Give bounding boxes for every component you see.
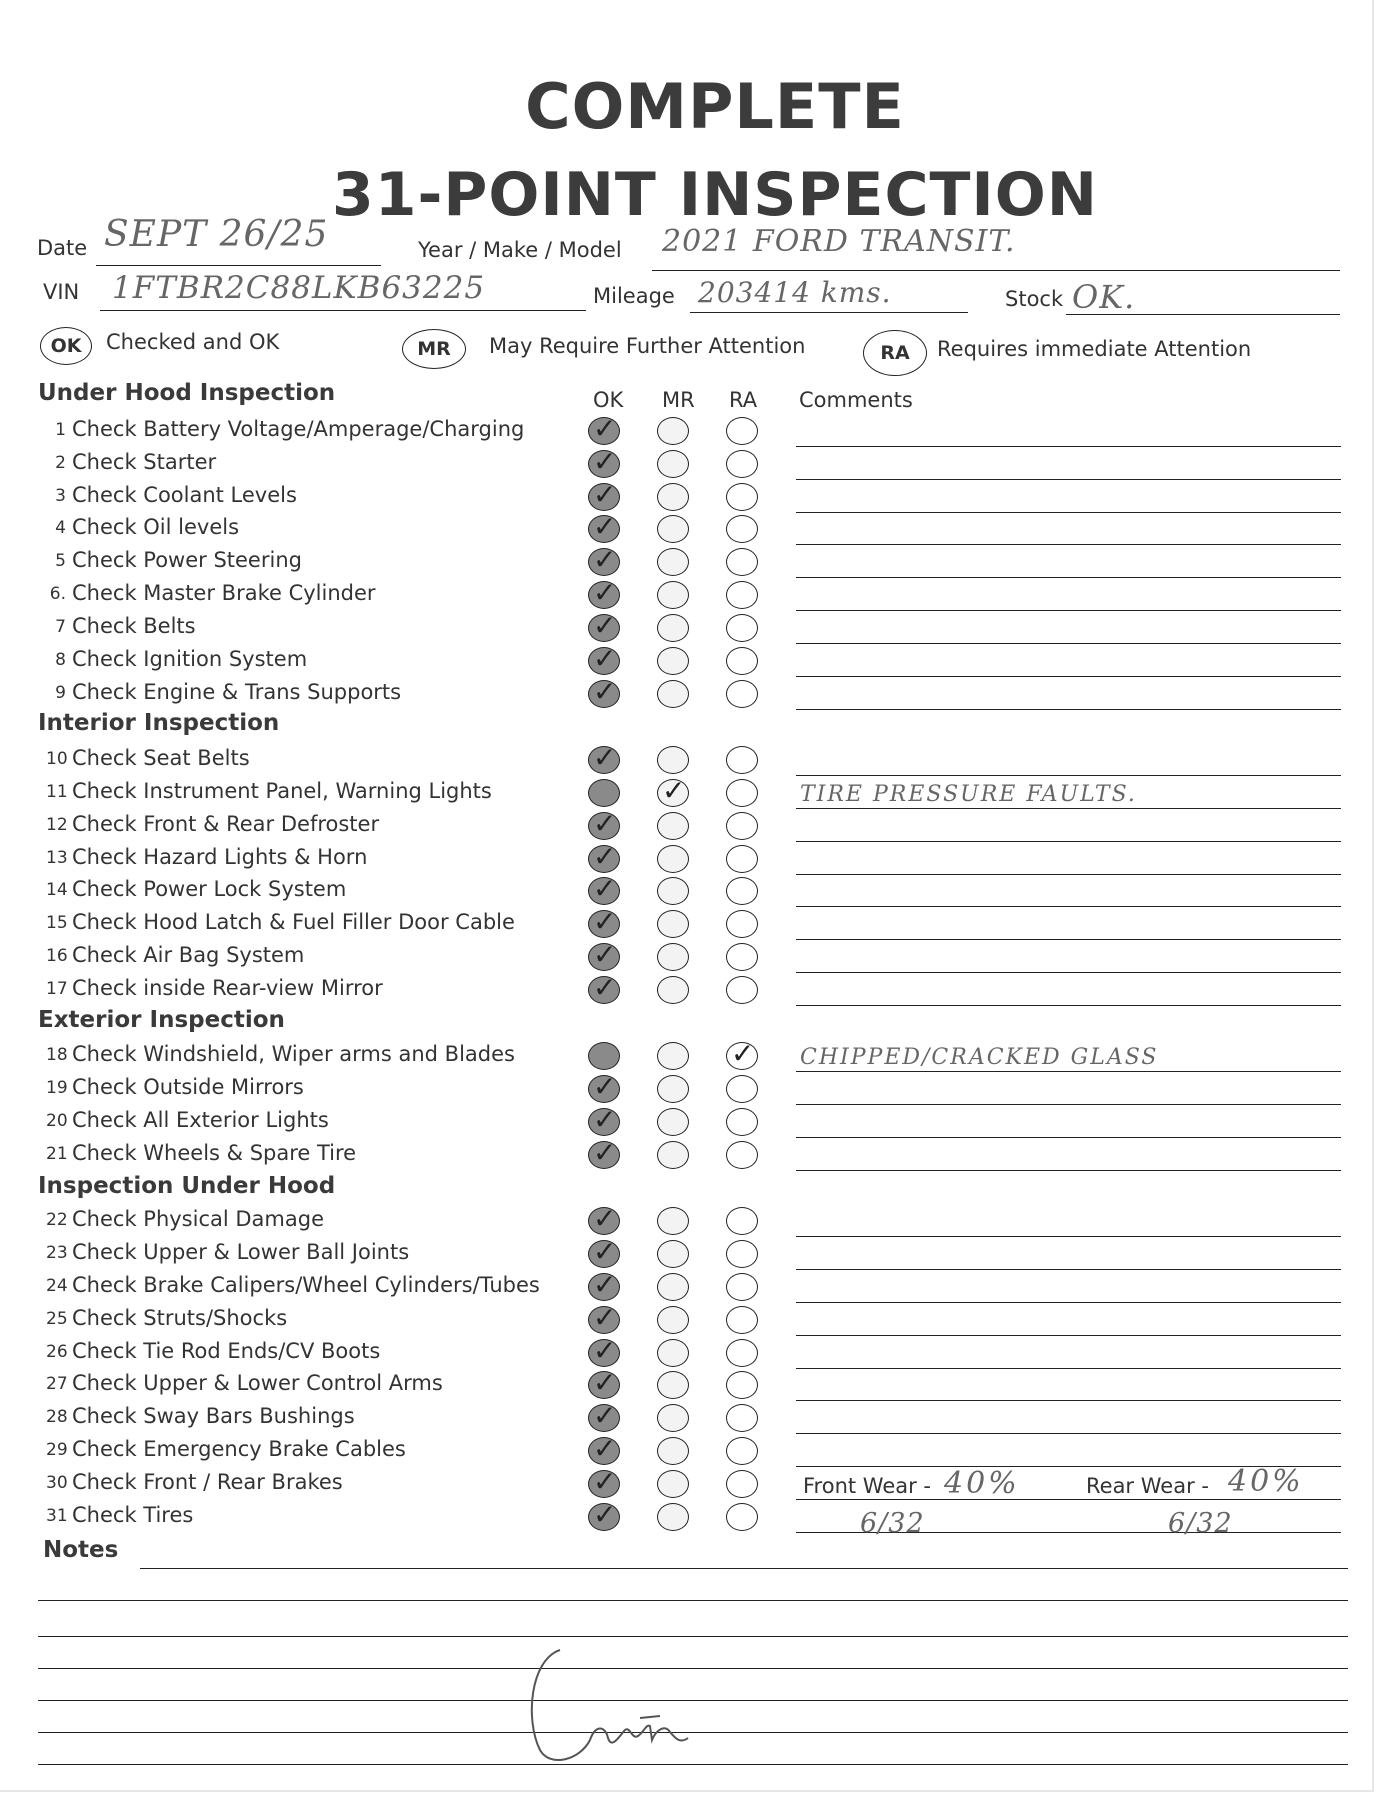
inspection-row	[0, 907, 1372, 940]
item-label: Check Brake Calipers/Wheel Cylinders/Tubes	[72, 1273, 540, 1297]
ok-checkbox[interactable]	[588, 1136, 620, 1169]
item-label: Check Ignition System	[72, 647, 308, 671]
ok-checkbox[interactable]	[588, 1103, 620, 1136]
stock-label: Stock	[1005, 287, 1064, 311]
ra-checkbox[interactable]	[726, 1273, 758, 1301]
checkmark-icon: ✓	[662, 774, 686, 807]
ok-checkbox[interactable]	[588, 478, 620, 511]
mr-checkbox[interactable]	[657, 774, 689, 807]
mileage-label: Mileage	[593, 284, 675, 308]
column-header-mr: MR	[662, 388, 695, 412]
checkmark-icon: ✓	[593, 1432, 617, 1465]
mr-checkbox[interactable]	[657, 877, 689, 905]
inspection-row	[0, 809, 1372, 842]
year-make-model-value[interactable]: 2021 FORD TRANSIT.	[662, 224, 1016, 259]
item-label: Check Upper & Lower Ball Joints	[72, 1240, 410, 1264]
inspection-row	[0, 677, 1372, 710]
mr-checkbox[interactable]	[657, 1042, 689, 1070]
item-number: 7	[55, 617, 66, 637]
inspection-row	[0, 1368, 1372, 1401]
checkmark-icon: ✓	[593, 1136, 617, 1169]
item-label: Check Battery Voltage/Amperage/Charging	[72, 417, 525, 441]
inspection-row	[0, 1500, 1372, 1533]
item-number: 26	[46, 1342, 68, 1362]
item-label: Check Power Steering	[72, 548, 302, 572]
item-number: 2	[55, 453, 66, 473]
mr-checkbox[interactable]	[657, 1306, 689, 1334]
item-label: Check Hood Latch & Fuel Filler Door Cable	[72, 910, 515, 934]
inspection-row	[0, 414, 1372, 447]
item-number: 19	[46, 1078, 68, 1098]
ra-checkbox[interactable]	[726, 746, 758, 774]
inspection-row	[0, 447, 1372, 480]
item-number: 11	[46, 782, 68, 802]
date-value[interactable]: SEPT 26/25	[104, 214, 329, 255]
inspection-row	[0, 1039, 1372, 1072]
rear-tire-depth[interactable]: 6/32	[1168, 1508, 1233, 1539]
ra-checkbox[interactable]	[726, 1470, 758, 1498]
ra-checkbox[interactable]	[726, 581, 758, 609]
ra-checkbox[interactable]	[726, 417, 758, 445]
checkmark-icon: ✓	[593, 543, 617, 576]
ra-checkbox[interactable]	[726, 680, 758, 708]
mr-checkbox[interactable]	[657, 1371, 689, 1399]
item-number: 1	[55, 420, 66, 440]
mr-checkbox[interactable]	[657, 1207, 689, 1235]
ra-checkbox[interactable]	[726, 877, 758, 905]
ok-checkbox[interactable]	[588, 543, 620, 576]
legend-ok-text: Checked and OK	[106, 330, 280, 354]
item-number: 30	[46, 1473, 68, 1493]
inspection-row	[0, 1401, 1372, 1434]
item-label: Check Coolant Levels	[72, 483, 297, 507]
checkmark-icon: ✓	[593, 807, 617, 840]
mr-checkbox[interactable]	[657, 1108, 689, 1136]
mr-checkbox[interactable]	[657, 417, 689, 445]
ra-checkbox[interactable]	[726, 548, 758, 576]
mr-checkbox[interactable]	[657, 1437, 689, 1465]
item-label: Check Tie Rod Ends/CV Boots	[72, 1339, 381, 1363]
ra-checkbox[interactable]	[726, 1207, 758, 1235]
item-number: 4	[55, 518, 66, 538]
checkmark-icon: ✓	[593, 412, 617, 445]
item-label: Check Belts	[72, 614, 196, 638]
ok-checkbox[interactable]	[588, 675, 620, 708]
ok-checkbox[interactable]	[588, 1042, 620, 1070]
mr-checkbox[interactable]	[657, 910, 689, 938]
front-wear-value[interactable]: 40%	[944, 1466, 1020, 1501]
legend-mr-text: May Require Further Attention	[489, 334, 806, 358]
ok-checkbox[interactable]	[588, 807, 620, 840]
checkmark-icon: ✓	[593, 1399, 617, 1432]
mr-checkbox[interactable]	[657, 614, 689, 642]
ok-checkbox[interactable]	[588, 1235, 620, 1268]
ra-checkbox[interactable]	[726, 1437, 758, 1465]
item-number: 29	[46, 1440, 68, 1460]
form-title-line2: 31-POINT INSPECTION	[332, 160, 1098, 230]
mr-checkbox[interactable]	[657, 845, 689, 873]
checkmark-icon: ✓	[731, 1037, 755, 1070]
mileage-value[interactable]: 203414 kms.	[698, 276, 892, 309]
ok-checkbox[interactable]	[588, 1432, 620, 1465]
stock-value[interactable]: OK.	[1072, 278, 1136, 316]
checkmark-icon: ✓	[593, 478, 617, 511]
mr-checkbox[interactable]	[657, 1075, 689, 1103]
ok-checkbox[interactable]	[588, 779, 620, 807]
ra-checkbox[interactable]	[726, 1404, 758, 1432]
ymm-underline	[652, 270, 1340, 271]
mr-checkbox[interactable]	[657, 483, 689, 511]
item-label: Check Seat Belts	[72, 746, 250, 770]
item-number: 12	[46, 815, 68, 835]
ok-checkbox[interactable]	[588, 840, 620, 873]
notes-line[interactable]	[38, 1636, 1348, 1637]
mr-checkbox[interactable]	[657, 515, 689, 543]
date-label: Date	[37, 236, 88, 260]
ra-checkbox[interactable]	[726, 450, 758, 478]
ok-checkbox[interactable]	[588, 872, 620, 905]
year-make-model-label: Year / Make / Model	[418, 238, 622, 262]
ok-checkbox[interactable]	[588, 1301, 620, 1334]
mr-checkbox[interactable]	[657, 812, 689, 840]
front-tire-depth[interactable]: 6/32	[860, 1508, 925, 1539]
inspection-row	[0, 1237, 1372, 1270]
comment-line[interactable]	[796, 709, 1341, 710]
mr-checkbox[interactable]	[657, 746, 689, 774]
ok-checkbox[interactable]	[588, 1498, 620, 1531]
front-wear-label: Front Wear -	[803, 1474, 931, 1498]
ra-checkbox[interactable]	[726, 845, 758, 873]
item-label: Check Oil levels	[72, 515, 240, 539]
section-under-hood: Under Hood Inspection	[38, 380, 336, 406]
inspection-row	[0, 611, 1372, 644]
item-number: 31	[46, 1506, 68, 1526]
ra-checkbox[interactable]	[726, 943, 758, 971]
item-number: 27	[46, 1374, 68, 1394]
checkmark-icon: ✓	[593, 872, 617, 905]
ra-checkbox[interactable]	[726, 1371, 758, 1399]
section-inspection-under-hood: Inspection Under Hood	[38, 1173, 336, 1199]
mr-checkbox[interactable]	[657, 976, 689, 1004]
item-number: 13	[46, 848, 68, 868]
item-label: Check Air Bag System	[72, 943, 305, 967]
ra-checkbox[interactable]	[726, 1037, 758, 1070]
checkmark-icon: ✓	[593, 1070, 617, 1103]
checkmark-icon: ✓	[593, 510, 617, 543]
ra-checkbox[interactable]	[726, 779, 758, 807]
mr-checkbox[interactable]	[657, 1240, 689, 1268]
item-label: Check Outside Mirrors	[72, 1075, 304, 1099]
item-number: 9	[55, 683, 66, 703]
mr-checkbox[interactable]	[657, 1339, 689, 1367]
item-label: Check Front / Rear Brakes	[72, 1470, 343, 1494]
inspection-row	[0, 545, 1372, 578]
inspection-row	[0, 1303, 1372, 1336]
mr-checkbox[interactable]	[657, 680, 689, 708]
checkmark-icon: ✓	[593, 971, 617, 1004]
checkmark-icon: ✓	[593, 1202, 617, 1235]
inspection-row	[0, 578, 1372, 611]
item-label: Check Windshield, Wiper arms and Blades	[72, 1042, 515, 1066]
checkmark-icon: ✓	[593, 609, 617, 642]
item-label: Check Wheels & Spare Tire	[72, 1141, 357, 1165]
legend-ra-text: Requires immediate Attention	[937, 337, 1252, 361]
inspection-row	[0, 1270, 1372, 1303]
ra-checkbox[interactable]	[726, 1141, 758, 1169]
section-interior: Interior Inspection	[38, 710, 280, 736]
inspection-row	[0, 1434, 1372, 1467]
mr-checkbox[interactable]	[657, 548, 689, 576]
inspection-row	[0, 776, 1372, 809]
checkmark-icon: ✓	[593, 1366, 617, 1399]
ok-checkbox[interactable]	[588, 445, 620, 478]
checkmark-icon: ✓	[593, 1235, 617, 1268]
item-number: 22	[46, 1210, 68, 1230]
item-label: Check Engine & Trans Supports	[72, 680, 402, 704]
inspection-row	[0, 1336, 1372, 1369]
checkmark-icon: ✓	[593, 1498, 617, 1531]
mr-checkbox[interactable]	[657, 1470, 689, 1498]
ra-checkbox[interactable]	[726, 1075, 758, 1103]
checkmark-icon: ✓	[593, 1103, 617, 1136]
form-title-line1: COMPLETE	[525, 70, 905, 143]
item-label: Check Sway Bars Bushings	[72, 1404, 355, 1428]
item-number: 14	[46, 880, 68, 900]
item-number: 5	[55, 551, 66, 571]
item-label: Check Instrument Panel, Warning Lights	[72, 779, 492, 803]
legend-ra-badge: RA	[863, 330, 927, 376]
vin-underline	[100, 310, 586, 311]
item-label: Check Hazard Lights & Horn	[72, 845, 368, 869]
section-exterior: Exterior Inspection	[38, 1007, 285, 1033]
item-label: Check Struts/Shocks	[72, 1306, 288, 1330]
checkmark-icon: ✓	[593, 840, 617, 873]
item-number: 10	[46, 749, 68, 769]
ra-checkbox[interactable]	[726, 1240, 758, 1268]
checkmark-icon: ✓	[593, 938, 617, 971]
rear-wear-label: Rear Wear -	[1086, 1474, 1209, 1498]
inspection-row	[0, 1072, 1372, 1105]
legend-mr-badge: MR	[402, 329, 466, 369]
item-number: 18	[46, 1045, 68, 1065]
mr-checkbox[interactable]	[657, 450, 689, 478]
item-number: 28	[46, 1407, 68, 1427]
comment-line[interactable]	[796, 1005, 1341, 1006]
item-number: 24	[46, 1276, 68, 1296]
checkmark-icon: ✓	[593, 905, 617, 938]
mr-checkbox[interactable]	[657, 1273, 689, 1301]
checkmark-icon: ✓	[593, 1465, 617, 1498]
ok-checkbox[interactable]	[588, 1070, 620, 1103]
checkmark-icon: ✓	[593, 445, 617, 478]
ok-checkbox[interactable]	[588, 938, 620, 971]
item-number: 6.	[49, 584, 66, 604]
ok-checkbox[interactable]	[588, 609, 620, 642]
ra-checkbox[interactable]	[726, 483, 758, 511]
vin-value[interactable]: 1FTBR2C88LKB63225	[112, 270, 486, 306]
checkmark-icon: ✓	[593, 642, 617, 675]
ra-checkbox[interactable]	[726, 812, 758, 840]
mr-checkbox[interactable]	[657, 581, 689, 609]
ok-checkbox[interactable]	[588, 412, 620, 445]
column-header-ra: RA	[729, 388, 758, 412]
item-number: 8	[55, 650, 66, 670]
item-label: Check Physical Damage	[72, 1207, 324, 1231]
mr-checkbox[interactable]	[657, 1141, 689, 1169]
item-label: Check Front & Rear Defroster	[72, 812, 380, 836]
ra-checkbox[interactable]	[726, 976, 758, 1004]
notes-line[interactable]	[140, 1568, 1348, 1569]
date-underline	[96, 265, 381, 266]
ra-checkbox[interactable]	[726, 647, 758, 675]
checkmark-icon: ✓	[593, 1334, 617, 1367]
inspection-row	[0, 1204, 1372, 1237]
item-label: Check All Exterior Lights	[72, 1108, 329, 1132]
stock-underline	[1066, 314, 1340, 315]
item-label: Check inside Rear-view Mirror	[72, 976, 383, 1000]
mr-checkbox[interactable]	[657, 647, 689, 675]
inspection-row	[0, 644, 1372, 677]
ra-checkbox[interactable]	[726, 1339, 758, 1367]
item-number: 16	[46, 946, 68, 966]
item-label: Check Starter	[72, 450, 217, 474]
item-number: 3	[55, 486, 66, 506]
rear-wear-value[interactable]: 40%	[1228, 1464, 1304, 1499]
item-label: Check Tires	[72, 1503, 194, 1527]
comment-line[interactable]	[796, 1170, 1341, 1171]
ok-checkbox[interactable]	[588, 1399, 620, 1432]
item-label: Check Emergency Brake Cables	[72, 1437, 406, 1461]
ok-checkbox[interactable]	[588, 576, 620, 609]
ok-checkbox[interactable]	[588, 971, 620, 1004]
item-label: Check Power Lock System	[72, 877, 347, 901]
signature-scribble	[520, 1640, 720, 1770]
ok-checkbox[interactable]	[588, 741, 620, 774]
item-number: 17	[46, 979, 68, 999]
checkmark-icon: ✓	[593, 1268, 617, 1301]
ok-checkbox[interactable]	[588, 1465, 620, 1498]
column-header-ok: OK	[593, 388, 624, 412]
item-number: 23	[46, 1243, 68, 1263]
comment-text: CHIPPED/CRACKED GLASS	[800, 1045, 1159, 1070]
inspection-row	[0, 480, 1372, 513]
checkmark-icon: ✓	[593, 741, 617, 774]
item-number: 25	[46, 1309, 68, 1329]
ra-checkbox[interactable]	[726, 614, 758, 642]
inspection-row	[0, 1105, 1372, 1138]
ra-checkbox[interactable]	[726, 1306, 758, 1334]
ok-checkbox[interactable]	[588, 1334, 620, 1367]
notes-label: Notes	[43, 1537, 119, 1563]
mr-checkbox[interactable]	[657, 1404, 689, 1432]
checkmark-icon: ✓	[593, 1301, 617, 1334]
ok-checkbox[interactable]	[588, 905, 620, 938]
checkmark-icon: ✓	[593, 576, 617, 609]
ra-checkbox[interactable]	[726, 910, 758, 938]
item-number: 21	[46, 1144, 68, 1164]
mr-checkbox[interactable]	[657, 943, 689, 971]
ok-checkbox[interactable]	[588, 1202, 620, 1235]
ok-checkbox[interactable]	[588, 1366, 620, 1399]
ra-checkbox[interactable]	[726, 1108, 758, 1136]
inspection-row	[0, 940, 1372, 973]
inspection-row	[0, 973, 1372, 1006]
inspection-row	[0, 842, 1372, 875]
ra-checkbox[interactable]	[726, 1503, 758, 1531]
mr-checkbox[interactable]	[657, 1503, 689, 1531]
inspection-row	[0, 874, 1372, 907]
item-label: Check Upper & Lower Control Arms	[72, 1371, 443, 1395]
inspection-row	[0, 743, 1372, 776]
inspection-row	[0, 1138, 1372, 1171]
item-label: Check Master Brake Cylinder	[72, 581, 376, 605]
column-header-comments: Comments	[799, 388, 913, 412]
ra-checkbox[interactable]	[726, 515, 758, 543]
checkmark-icon: ✓	[593, 675, 617, 708]
ok-checkbox[interactable]	[588, 1268, 620, 1301]
item-number: 15	[46, 913, 68, 933]
ok-checkbox[interactable]	[588, 510, 620, 543]
notes-line[interactable]	[38, 1600, 1348, 1601]
vin-label: VIN	[43, 280, 80, 304]
mileage-underline	[690, 312, 968, 313]
legend-ok-badge: OK	[40, 327, 92, 365]
ok-checkbox[interactable]	[588, 642, 620, 675]
inspection-row	[0, 512, 1372, 545]
comment-text: TIRE PRESSURE FAULTS.	[800, 782, 1137, 807]
item-number: 20	[46, 1111, 68, 1131]
